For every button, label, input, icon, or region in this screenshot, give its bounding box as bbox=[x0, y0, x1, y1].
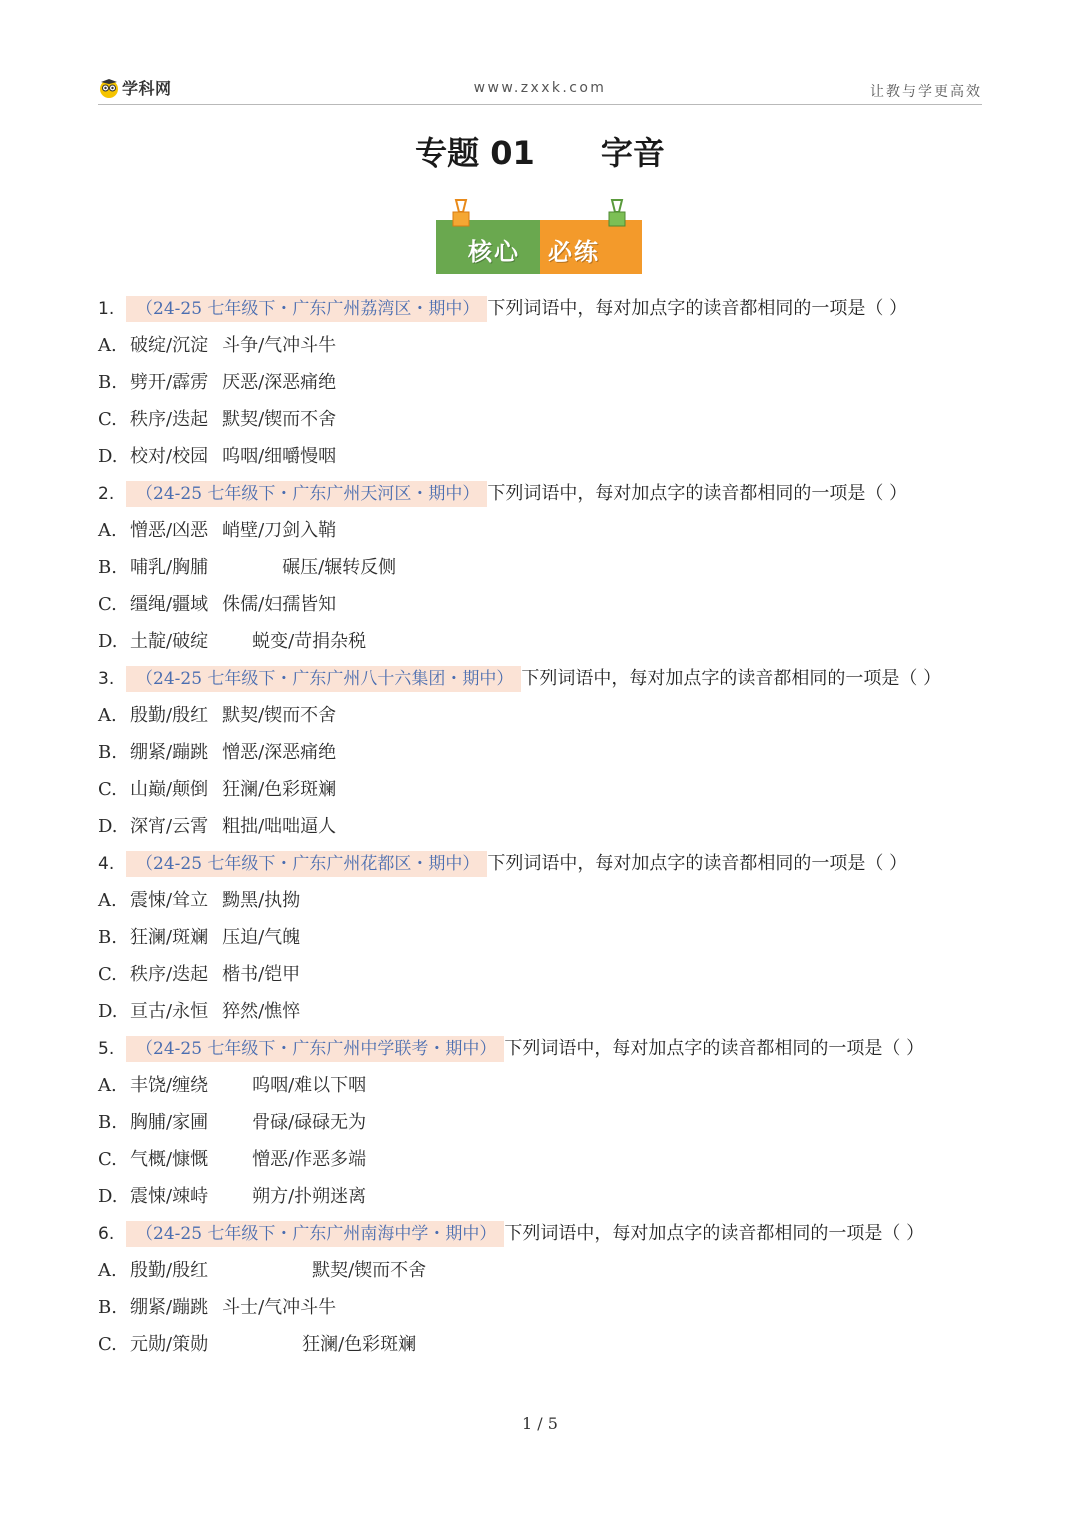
question-source: （24-25 七年级下・广东广州荔湾区・期中） bbox=[126, 296, 487, 322]
logo-text: 学科网 bbox=[122, 79, 172, 98]
option-word-pair-1: 绷紧/蹦跳 bbox=[130, 742, 209, 763]
option-label: C. bbox=[98, 594, 117, 615]
page-title bbox=[0, 128, 1080, 174]
question-stem-line bbox=[98, 1215, 988, 1252]
question-stem-line bbox=[98, 290, 988, 327]
option-label: D. bbox=[98, 631, 118, 652]
answer-option[interactable] bbox=[98, 364, 988, 401]
question-item bbox=[98, 1215, 988, 1363]
option-label: D. bbox=[98, 446, 118, 467]
option-word-pair-1: 气概/慷慨 bbox=[130, 1149, 209, 1170]
option-label: A. bbox=[98, 335, 117, 356]
option-word-pair-1: 缰绳/疆域 bbox=[130, 594, 209, 615]
option-word-pair-2: 狂澜/色彩斑斓 bbox=[302, 1334, 417, 1355]
answer-option[interactable] bbox=[98, 956, 988, 993]
option-word-pair-1: 秩序/迭起 bbox=[130, 409, 209, 430]
answer-option[interactable] bbox=[98, 919, 988, 956]
option-label: B. bbox=[98, 372, 117, 393]
question-number: 5. bbox=[98, 1039, 115, 1059]
option-word-pair-2: 峭壁/刀剑入鞘 bbox=[222, 520, 337, 541]
option-label: B. bbox=[98, 927, 117, 948]
option-label: A. bbox=[98, 1075, 117, 1096]
page-number: 1 / 5 bbox=[522, 1414, 558, 1433]
question-stem: 下列词语中，每对加点字的读音都相同的一项是（ ） bbox=[487, 298, 908, 319]
option-label: D. bbox=[98, 1001, 118, 1022]
option-word-pair-2: 黝黑/执拗 bbox=[222, 890, 301, 911]
question-item bbox=[98, 475, 988, 660]
question-item bbox=[98, 1030, 988, 1215]
option-word-pair-2: 憎恶/作恶多端 bbox=[252, 1149, 367, 1170]
option-word-pair-2: 狂澜/色彩斑斓 bbox=[222, 779, 337, 800]
option-word-pair-1: 绷紧/蹦跳 bbox=[130, 1297, 209, 1318]
answer-option[interactable] bbox=[98, 993, 988, 1030]
option-word-pair-2: 厌恶/深恶痛绝 bbox=[222, 372, 337, 393]
option-word-pair-1: 秩序/迭起 bbox=[130, 964, 209, 985]
answer-option[interactable] bbox=[98, 623, 988, 660]
answer-option[interactable] bbox=[98, 734, 988, 771]
answer-option[interactable] bbox=[98, 1252, 988, 1289]
question-stem-line bbox=[98, 660, 988, 697]
option-word-pair-2: 骨碌/碌碌无为 bbox=[252, 1112, 367, 1133]
option-label: B. bbox=[98, 1112, 117, 1133]
option-label: A. bbox=[98, 520, 117, 541]
option-word-pair-2: 楷书/铠甲 bbox=[222, 964, 301, 985]
option-label: B. bbox=[98, 742, 117, 763]
answer-option[interactable] bbox=[98, 882, 988, 919]
answer-option[interactable] bbox=[98, 1178, 988, 1215]
question-source: （24-25 七年级下・广东广州八十六集团・期中） bbox=[126, 666, 521, 692]
option-label: A. bbox=[98, 890, 117, 911]
question-stem-line bbox=[98, 845, 988, 882]
option-word-pair-2: 粗拙/咄咄逼人 bbox=[222, 816, 337, 837]
option-label: C. bbox=[98, 779, 117, 800]
answer-option[interactable] bbox=[98, 401, 988, 438]
question-source: （24-25 七年级下・广东广州南海中学・期中） bbox=[126, 1221, 504, 1247]
question-source: （24-25 七年级下・广东广州花都区・期中） bbox=[126, 851, 487, 877]
binder-clip-icon bbox=[450, 198, 472, 232]
question-stem: 下列词语中，每对加点字的读音都相同的一项是（ ） bbox=[487, 853, 908, 874]
option-label: A. bbox=[98, 1260, 117, 1281]
option-label: D. bbox=[98, 1186, 118, 1207]
question-number: 6. bbox=[98, 1224, 115, 1244]
answer-option[interactable] bbox=[98, 808, 988, 845]
answer-option[interactable] bbox=[98, 549, 988, 586]
option-word-pair-2: 斗争/气冲斗牛 bbox=[222, 335, 337, 356]
answer-option[interactable] bbox=[98, 697, 988, 734]
question-stem: 下列词语中，每对加点字的读音都相同的一项是（ ） bbox=[487, 483, 908, 504]
option-word-pair-1: 深宵/云霄 bbox=[130, 816, 209, 837]
option-word-pair-2: 默契/锲而不舍 bbox=[222, 409, 337, 430]
question-stem: 下列词语中，每对加点字的读音都相同的一项是（ ） bbox=[504, 1038, 925, 1059]
option-word-pair-1: 校对/校园 bbox=[130, 446, 209, 467]
option-word-pair-1: 丰饶/缠绕 bbox=[130, 1075, 209, 1096]
option-label: B. bbox=[98, 1297, 117, 1318]
option-label: C. bbox=[98, 1149, 117, 1170]
question-number: 3. bbox=[98, 669, 115, 689]
option-word-pair-1: 破绽/沉淀 bbox=[130, 335, 209, 356]
option-word-pair-1: 山巅/颠倒 bbox=[130, 779, 209, 800]
option-word-pair-2: 碾压/辗转反侧 bbox=[282, 557, 397, 578]
question-number: 1. bbox=[98, 299, 115, 319]
option-word-pair-2: 压迫/气魄 bbox=[222, 927, 301, 948]
option-word-pair-1: 震悚/竦峙 bbox=[130, 1186, 209, 1207]
section-badge bbox=[436, 198, 642, 276]
option-word-pair-2: 蜕变/苛捐杂税 bbox=[252, 631, 367, 652]
option-word-pair-1: 殷勤/殷红 bbox=[130, 1260, 209, 1281]
binder-clip-icon bbox=[606, 198, 628, 232]
question-item bbox=[98, 660, 988, 845]
question-item bbox=[98, 290, 988, 475]
option-word-pair-1: 震悚/耸立 bbox=[130, 890, 209, 911]
answer-option[interactable] bbox=[98, 1326, 988, 1363]
option-word-pair-2: 侏儒/妇孺皆知 bbox=[222, 594, 337, 615]
question-stem: 下列词语中，每对加点字的读音都相同的一项是（ ） bbox=[521, 668, 942, 689]
option-word-pair-1: 狂澜/斑斓 bbox=[130, 927, 209, 948]
title-topic-number: 专题 01 bbox=[415, 134, 535, 172]
option-word-pair-1: 憎恶/凶恶 bbox=[130, 520, 209, 541]
answer-option[interactable] bbox=[98, 438, 988, 475]
option-label: D. bbox=[98, 816, 118, 837]
option-label: C. bbox=[98, 1334, 117, 1355]
answer-option[interactable] bbox=[98, 1141, 988, 1178]
answer-option[interactable] bbox=[98, 327, 988, 364]
option-word-pair-1: 哺乳/胸脯 bbox=[130, 557, 209, 578]
option-word-pair-1: 殷勤/殷红 bbox=[130, 705, 209, 726]
site-slogan: 让教与学更高效 bbox=[870, 84, 982, 100]
question-item bbox=[98, 845, 988, 1030]
option-word-pair-1: 土靛/破绽 bbox=[130, 631, 209, 652]
badge-left-text: 核心 bbox=[468, 238, 520, 266]
question-number: 4. bbox=[98, 854, 115, 874]
question-source: （24-25 七年级下・广东广州中学联考・期中） bbox=[126, 1036, 504, 1062]
option-word-pair-2: 默契/锲而不舍 bbox=[222, 705, 337, 726]
option-word-pair-2: 呜咽/细嚼慢咽 bbox=[222, 446, 337, 467]
option-word-pair-2: 斗士/气冲斗牛 bbox=[222, 1297, 337, 1318]
option-word-pair-1: 劈开/霹雳 bbox=[130, 372, 209, 393]
option-label: C. bbox=[98, 409, 117, 430]
question-list bbox=[98, 290, 988, 1363]
option-label: C. bbox=[98, 964, 117, 985]
option-word-pair-1: 胸脯/家圃 bbox=[130, 1112, 209, 1133]
site-url[interactable]: www.zxxk.com bbox=[473, 80, 607, 96]
option-word-pair-1: 元勋/策勋 bbox=[130, 1334, 209, 1355]
answer-option[interactable] bbox=[98, 586, 988, 623]
option-word-pair-2: 憎恶/深恶痛绝 bbox=[222, 742, 337, 763]
title-topic-name: 字音 bbox=[600, 134, 665, 172]
option-word-pair-2: 默契/锲而不舍 bbox=[312, 1260, 427, 1281]
option-label: B. bbox=[98, 557, 117, 578]
question-source: （24-25 七年级下・广东广州天河区・期中） bbox=[126, 481, 487, 507]
question-stem-line bbox=[98, 1030, 988, 1067]
answer-option[interactable] bbox=[98, 1067, 988, 1104]
option-word-pair-2: 猝然/憔悴 bbox=[222, 1001, 301, 1022]
option-word-pair-2: 呜咽/难以下咽 bbox=[252, 1075, 367, 1096]
question-stem-line bbox=[98, 475, 988, 512]
answer-option[interactable] bbox=[98, 1289, 988, 1326]
page-header bbox=[98, 76, 982, 105]
question-number: 2. bbox=[98, 484, 115, 504]
option-word-pair-1: 亘古/永恒 bbox=[130, 1001, 209, 1022]
option-label: A. bbox=[98, 705, 117, 726]
answer-option[interactable] bbox=[98, 1104, 988, 1141]
question-stem: 下列词语中，每对加点字的读音都相同的一项是（ ） bbox=[504, 1223, 925, 1244]
answer-option[interactable] bbox=[98, 771, 988, 808]
option-word-pair-2: 朔方/扑朔迷离 bbox=[252, 1186, 367, 1207]
answer-option[interactable] bbox=[98, 512, 988, 549]
badge-right-text: 必练 bbox=[548, 238, 600, 266]
